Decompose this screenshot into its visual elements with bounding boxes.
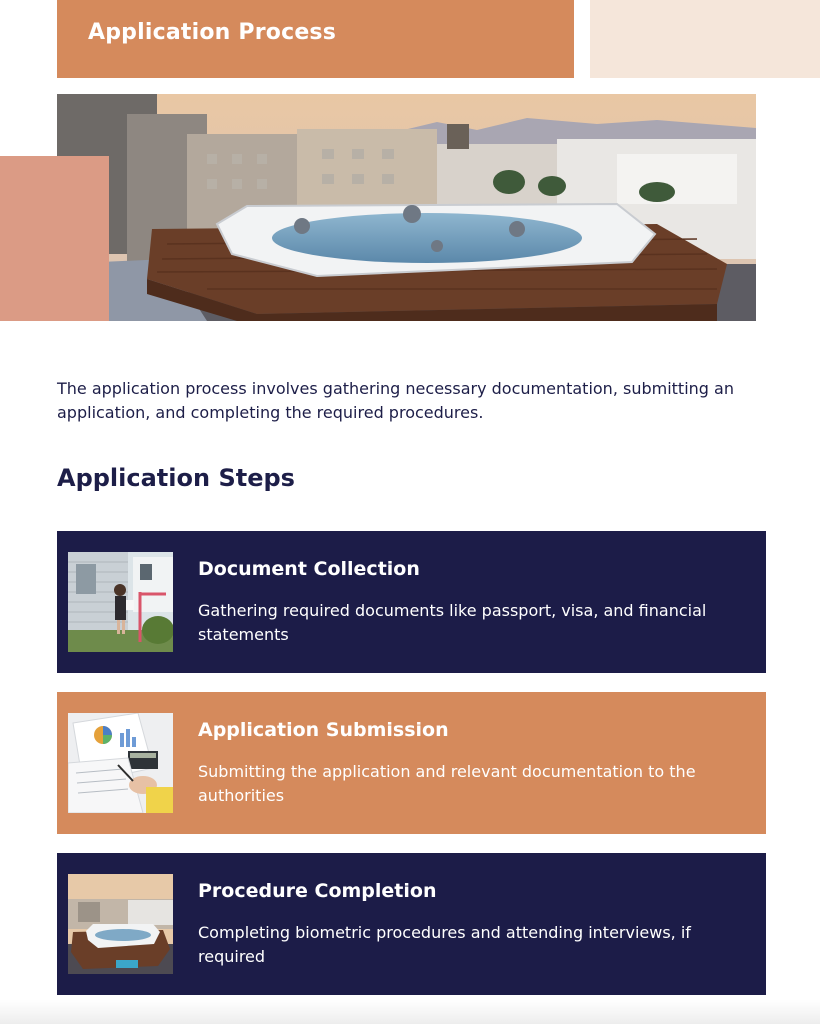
side-accent-block	[0, 156, 109, 321]
section-title: Application Steps	[57, 464, 295, 492]
bottom-fade	[0, 1000, 820, 1024]
step-title: Application Submission	[198, 719, 449, 741]
intro-paragraph: The application process involves gathering necessary documentation, submitting an application, and completing the required procedures.	[57, 379, 734, 422]
header-accent-block	[590, 0, 820, 78]
step-description: Submitting the application and relevant documentation to the authorities	[198, 762, 696, 805]
step-card-procedure-completion	[57, 853, 766, 995]
step-thumbnail-rooftop-hot-tub	[68, 874, 173, 974]
step-description: Gathering required documents like passport, visa, and financial statements	[198, 601, 707, 644]
step-description: Completing biometric procedures and attending interviews, if required	[198, 923, 691, 966]
page-title: Application Process	[88, 20, 337, 45]
step-title: Procedure Completion	[198, 880, 437, 902]
step-card-document-collection	[57, 531, 766, 673]
step-thumbnail-paperwork-charts	[68, 713, 173, 813]
hero-image-rooftop-hot-tub	[57, 94, 756, 321]
step-title: Document Collection	[198, 558, 420, 580]
header-banner	[57, 0, 574, 78]
step-card-application-submission	[57, 692, 766, 834]
step-thumbnail-person-with-documents	[68, 552, 173, 652]
